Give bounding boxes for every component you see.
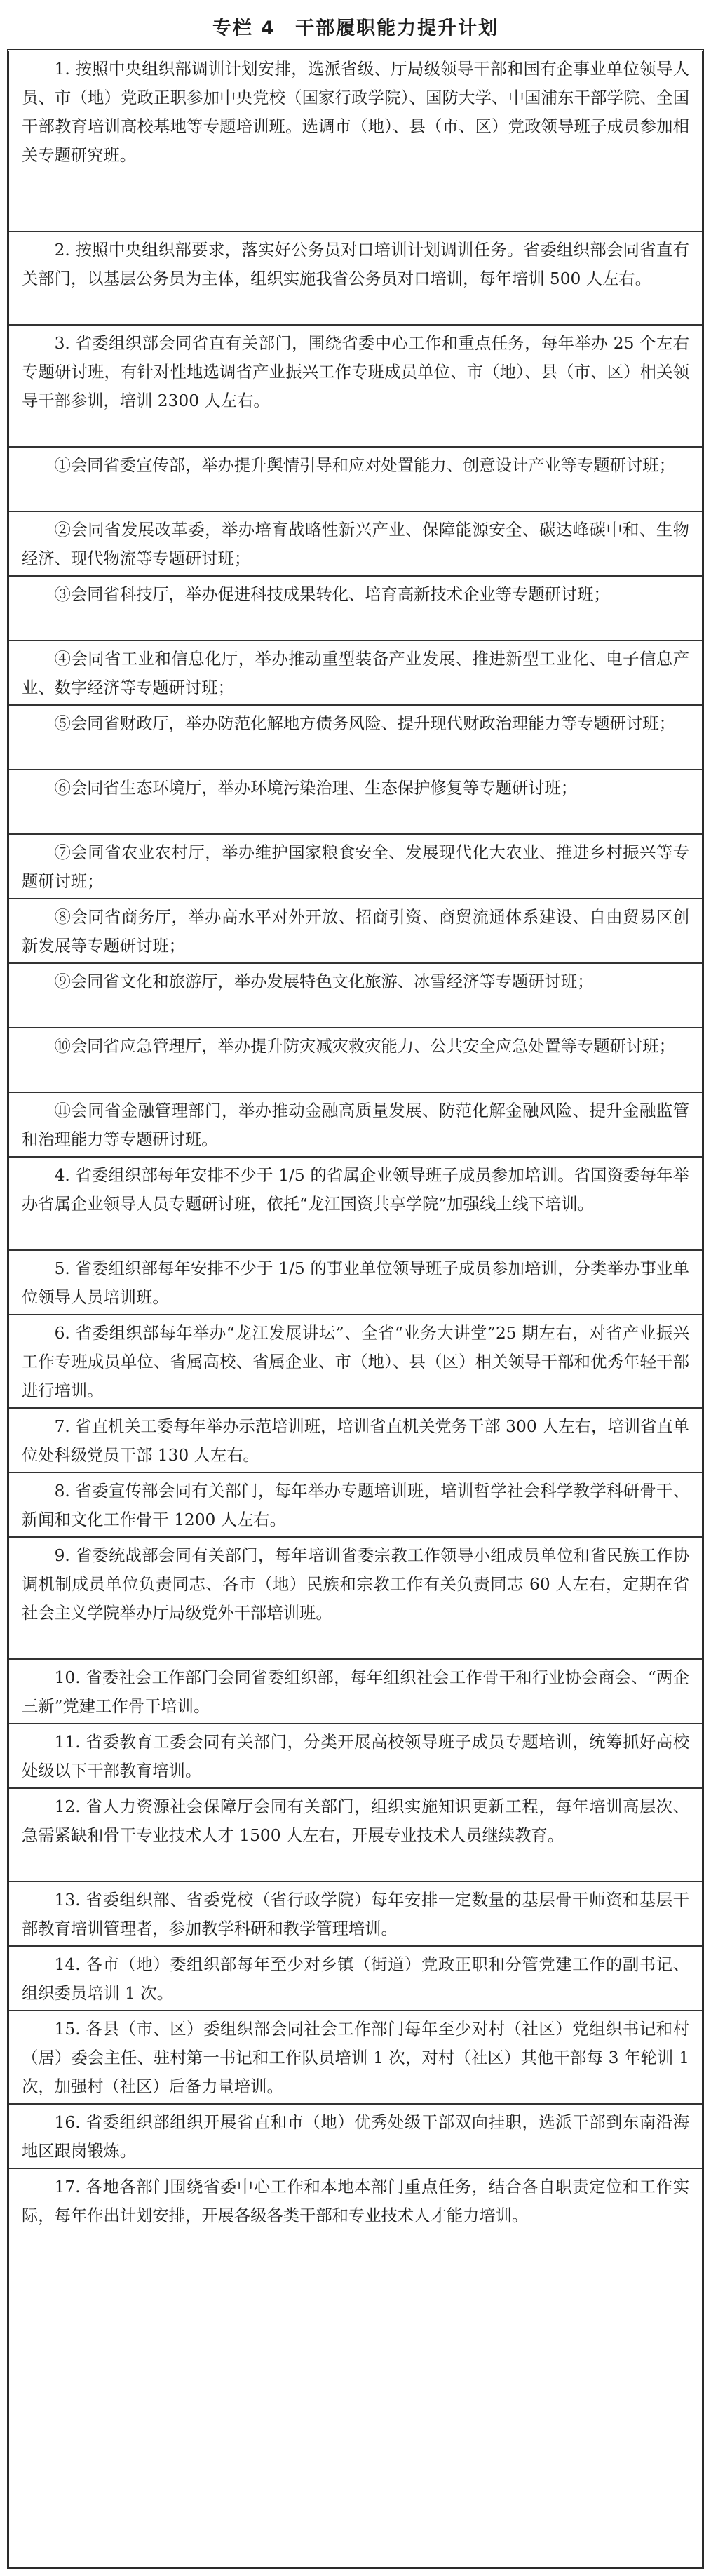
item-text: 3. 省委组织部会同省直有关部门，围绕省委中心工作和重点任务，每年举办 25 个左右专题研讨班，有针对性地选调省产业振兴工作专班成员单位、市（地）、县（市、区）相关领导干部参训，培训 2300 人左右。 [22, 334, 689, 410]
item-row [9, 2103, 702, 2168]
item-text: ⑨会同省文化和旅游厅，举办发展特色文化旅游、冰雪经济等专题研讨班； [54, 972, 594, 991]
item-row [9, 1407, 702, 1472]
item-text: 13. 省委组织部、省委党校（省行政学院）每年安排一定数量的基层骨干师资和基层干部教育培训管理者，参加教学科研和教学管理培训。 [22, 1891, 689, 1938]
item-row [9, 1472, 702, 1536]
item-row [9, 898, 702, 962]
item-text: 15. 各县（市、区）委组织部会同社会工作部门每年至少对村（社区）党组织书记和村（居）委会主任、驻村第一书记和工作队员培训 1 次，对村（社区）其他干部每 3 年轮训 1 次，加强村（社区）后备力量培训。 [22, 2020, 689, 2096]
item-row [9, 769, 702, 833]
content-box [7, 49, 704, 2569]
item-text: ③会同省科技厅，举办促进科技成果转化、培育高新技术企业等专题研讨班； [54, 585, 610, 604]
item-text: 14. 各市（地）委组织部每年至少对乡镇（街道）党政正职和分管党建工作的副书记、组织委员培训 1 次。 [22, 1955, 689, 2003]
item-text: ⑧会同省商务厅，举办高水平对外开放、招商引资、商贸流通体系建设、自由贸易区创新发展等专题研讨班； [22, 908, 689, 955]
column-label: 专栏 4 [212, 18, 276, 39]
item-row [9, 1156, 702, 1249]
item-row [9, 2010, 702, 2103]
item-text: ⑩会同省应急管理厅，举办提升防灾减灾救灾能力、公共安全应急处置等专题研讨班； [54, 1037, 675, 1056]
item-row [9, 51, 702, 231]
item-row [9, 1723, 702, 1787]
item-row [9, 2168, 702, 2261]
item-text: 7. 省直机关工委每年举办示范培训班，培训省直机关党务干部 300 人左右，培训省直单位处科级党员干部 130 人左右。 [22, 1417, 689, 1465]
item-row [9, 1092, 702, 1156]
item-text: 9. 省委统战部会同有关部门，每年培训省委宗教工作领导小组成员单位和省民族工作协调机制成员单位负责同志、各市（地）民族和宗教工作有关负责同志 60 人左右，定期在省社会主义学院举办厅局级党外干部培训班。 [22, 1546, 689, 1623]
item-text: 12. 省人力资源社会保障厅会同有关部门，组织实施知识更新工程，每年培训高层次、急需紧缺和骨干专业技术人才 1500 人左右，开展专业技术人员继续教育。 [22, 1797, 689, 1845]
item-row [9, 446, 702, 511]
item-text: 1. 按照中央组织部调训计划安排，选派省级、厅局级领导干部和国有企事业单位领导人员、市（地）党政正职参加中央党校（国家行政学院）、国防大学、中国浦东干部学院、全国干部教育培训高校基地等专题培训班。选调市（地）、县（市、区）党政领导班子成员参加相关专题研究班。 [22, 60, 689, 165]
item-text: 8. 省委宣传部会同有关部门，每年举办专题培训班，培训哲学社会科学教学科研骨干、新闻和文化工作骨干 1200 人左右。 [22, 1482, 689, 1529]
item-row [9, 1945, 702, 2010]
item-row [9, 231, 702, 324]
item-text: 17. 各地各部门围绕省委中心工作和本地本部门重点任务，结合各自职责定位和工作实际，每年作出计划安排，开展各级各类干部和专业技术人才能力培训。 [22, 2178, 689, 2225]
item-text: 2. 按照中央组织部要求，落实好公务员对口培训计划调训任务。省委组织部会同省直有关部门，以基层公务员为主体，组织实施我省公务员对口培训，每年培训 500 人左右。 [22, 241, 689, 288]
item-text: 6. 省委组织部每年举办“龙江发展讲坛”、全省“业务大讲堂”25 期左右，对省产业振兴工作专班成员单位、省属高校、省属企业、市（地）、县（区）相关领导干部和优秀年轻干部进行培训。 [22, 1324, 689, 1400]
column-heading: 干部履职能力提升计划 [295, 18, 499, 39]
item-text: ④会同省工业和信息化厅，举办推动重型装备产业发展、推进新型工业化、电子信息产业、数字经济等专题研讨班； [22, 650, 689, 697]
item-text: 10. 省委社会工作部门会同省委组织部，每年组织社会工作骨干和行业协会商会、“两企三新”党建工作骨干培训。 [22, 1668, 689, 1716]
item-row [9, 1881, 702, 1945]
item-text: 11. 省委教育工委会同有关部门，分类开展高校领导班子成员专题培训，统筹抓好高校处级以下干部教育培训。 [22, 1733, 689, 1780]
item-text: 16. 省委组织部组织开展省直和市（地）优秀处级干部双向挂职，选派干部到东南沿海地区跟岗锻炼。 [22, 2113, 689, 2161]
item-row [9, 1249, 702, 1314]
item-text: 4. 省委组织部每年安排不少于 1/5 的省属企业领导班子成员参加培训。省国资委每年举办省属企业领导人员专题研讨班，依托“龙江国资共享学院”加强线上线下培训。 [22, 1166, 689, 1214]
column-title [7, 10, 704, 48]
item-text: ⑤会同省财政厅，举办防范化解地方债务风险、提升现代财政治理能力等专题研讨班； [54, 714, 675, 733]
item-row [9, 1658, 702, 1723]
item-text: ⑦会同省农业农村厅，举办维护国家粮食安全、发展现代化大农业、推进乡村振兴等专题研讨班； [22, 843, 689, 891]
item-row [9, 704, 702, 769]
item-row [9, 575, 702, 640]
item-text: ⑪会同省金融管理部门，举办推动金融高质量发展、防范化解金融风险、提升金融监管和治理能力等专题研讨班。 [22, 1101, 689, 1149]
item-row [9, 1787, 702, 1881]
item-row [9, 511, 702, 575]
item-row [9, 1536, 702, 1658]
item-row [9, 962, 702, 1027]
item-row [9, 324, 702, 446]
item-text: ②会同省发展改革委，举办培育战略性新兴产业、保障能源安全、碳达峰碳中和、生物经济、现代物流等专题研讨班； [22, 521, 689, 568]
item-row [9, 1027, 702, 1092]
item-row [9, 640, 702, 704]
item-text: ⑥会同省生态环境厅，举办环境污染治理、生态保护修复等专题研讨班； [54, 779, 578, 798]
item-row [9, 1314, 702, 1407]
item-text: 5. 省委组织部每年安排不少于 1/5 的事业单位领导班子成员参加培训，分类举办事业单位领导人员培训班。 [22, 1259, 689, 1307]
item-row [9, 833, 702, 898]
item-text: ①会同省委宣传部，举办提升舆情引导和应对处置能力、创意设计产业等专题研讨班； [54, 456, 675, 475]
